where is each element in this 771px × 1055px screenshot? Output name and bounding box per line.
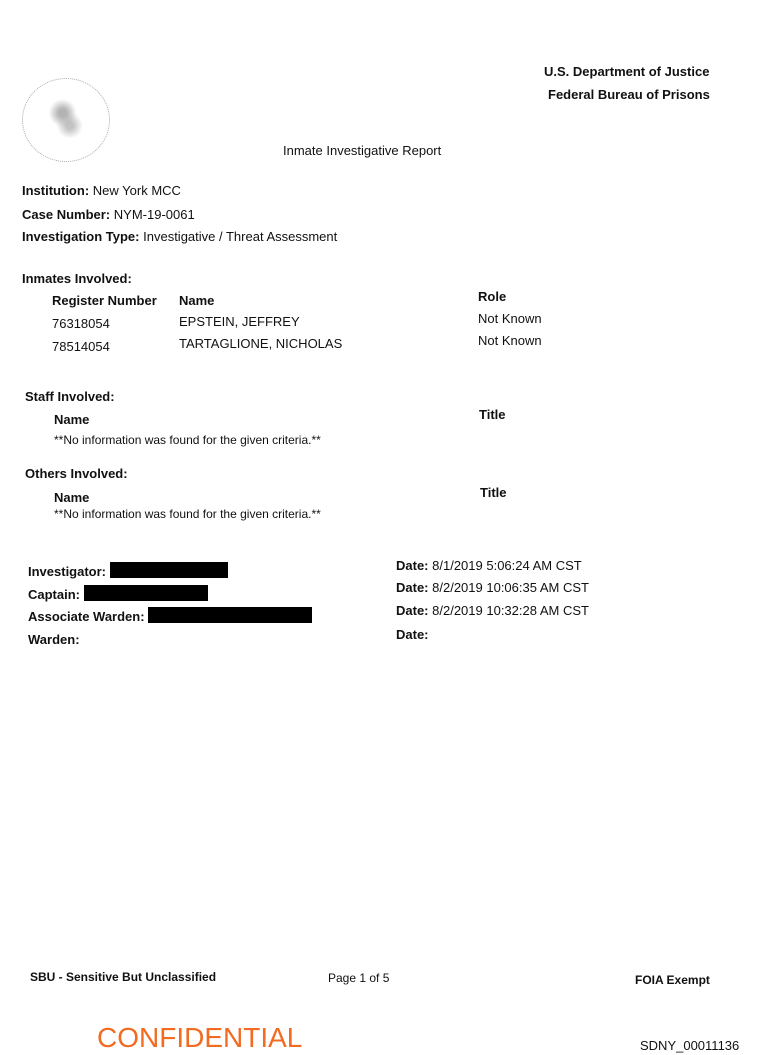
investigation-type-line [22,229,337,244]
others-heading: Others Involved: [25,466,128,481]
case-number-value: NYM-19-0061 [113,207,195,222]
investigator-label: Investigator: [28,564,107,579]
confidential-stamp: CONFIDENTIAL [97,1022,303,1053]
inmate-1-name: EPSTEIN, JEFFREY [179,314,300,329]
inmates-heading: Inmates Involved: [22,271,132,286]
col-inmate-name: Name [179,293,215,308]
classification-footer: SBU - Sensitive But Unclassified [30,970,217,984]
investigator-line [28,562,228,579]
agency-name: U.S. Department of Justice [544,64,710,79]
associate-warden-date-label: Date: [396,603,429,618]
staff-col-name: Name [54,412,90,427]
col-register-number: Register Number [52,293,157,308]
case-number-line [22,207,195,222]
warden-date-label: Date: [396,627,429,642]
staff-col-title: Title [479,407,506,422]
warden-date-line [396,627,429,642]
inmate-2-register: 78514054 [52,339,110,354]
institution-value: New York MCC [92,183,181,198]
captain-label: Captain: [28,587,80,602]
investigator-date: 8/1/2019 5:06:24 AM CST [432,558,582,573]
investigator-date-line [396,558,582,573]
page-number: Page 1 of 5 [328,971,390,985]
others-no-info-message: **No information was found for the given criteria.** [54,507,321,521]
captain-date-label: Date: [396,580,429,595]
institution-line [22,183,181,198]
captain-date-line [396,580,589,595]
investigation-type-label: Investigation Type: [22,229,140,244]
col-role: Role [478,289,507,304]
investigator-redaction [110,562,228,578]
staff-heading: Staff Involved: [25,389,115,404]
bates-number: SDNY_00011136 [640,1038,740,1053]
captain-redaction [84,585,208,601]
associate-warden-line [28,607,312,624]
associate-warden-date: 8/2/2019 10:32:28 AM CST [432,603,589,618]
inmate-1-role: Not Known [478,311,542,326]
report-title: Inmate Investigative Report [283,143,442,158]
others-col-title: Title [480,485,507,500]
case-number-label: Case Number: [22,207,111,222]
inmate-2-role: Not Known [478,333,542,348]
investigation-type-value: Investigative / Threat Assessment [143,229,338,244]
others-col-name: Name [54,490,90,505]
inmate-1-register: 76318054 [52,316,110,331]
foia-exempt-label: FOIA Exempt [635,973,710,987]
doj-seal-icon [22,78,110,162]
associate-warden-redaction [148,607,312,623]
staff-no-info-message: **No information was found for the given criteria.** [54,433,321,447]
captain-date: 8/2/2019 10:06:35 AM CST [432,580,589,595]
bureau-name: Federal Bureau of Prisons [548,87,710,102]
associate-warden-label: Associate Warden: [28,609,145,624]
institution-label: Institution: [22,183,90,198]
inmate-2-name: TARTAGLIONE, NICHOLAS [179,336,343,351]
captain-line [28,585,208,602]
associate-warden-date-line [396,603,589,618]
investigator-date-label: Date: [396,558,429,573]
warden-label: Warden: [28,632,80,647]
